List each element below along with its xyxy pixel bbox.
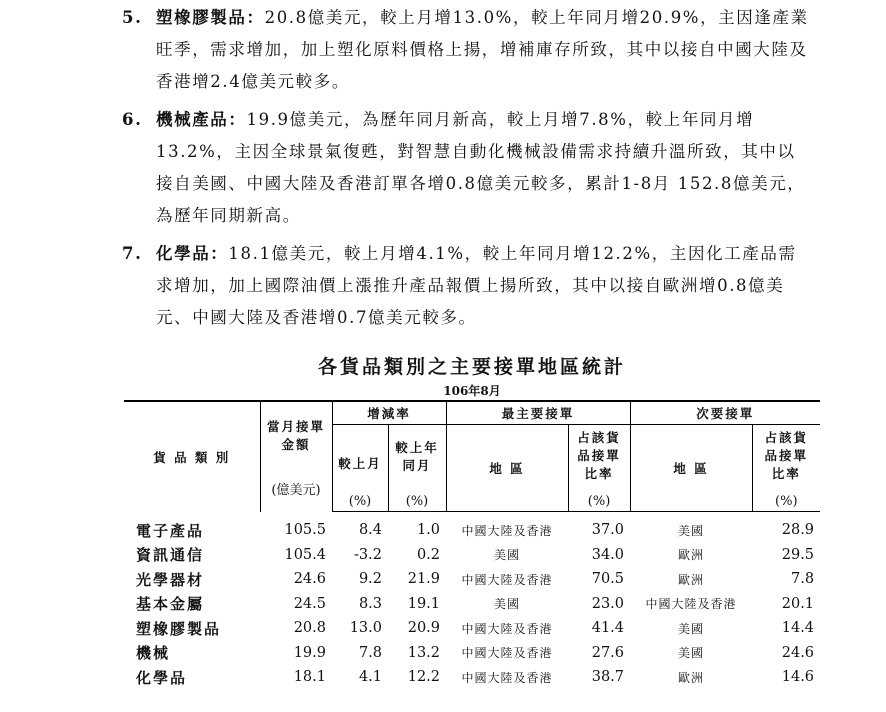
- cell-main-region: 中國大陸及香港: [461, 572, 553, 587]
- cell-second-region: 歐洲: [678, 548, 705, 563]
- item-number: 7.: [122, 244, 143, 263]
- cell-second-share: 14.4: [781, 620, 815, 637]
- table-title: 各貨品類別之主要接單地區統計: [317, 356, 626, 378]
- cell-mom: 13.0: [349, 620, 382, 637]
- cell-mom: 9.2: [358, 571, 382, 588]
- cell-amount: 19.9: [293, 644, 326, 661]
- cell-second-region: 歐洲: [678, 670, 705, 685]
- header-second-region: [630, 425, 752, 512]
- cell-amount: 24.6: [293, 571, 326, 588]
- header-main-group: 最主要接單: [446, 401, 630, 425]
- cell-main-region: 美國: [494, 548, 521, 563]
- cell-main-region: 中國大陸及香港: [461, 523, 553, 538]
- cell-main-share: 23.0: [591, 595, 625, 612]
- table-row: [124, 616, 820, 641]
- header-second-share-label: 占該貨品接單比率: [764, 430, 809, 481]
- cell-second-share: 24.6: [781, 644, 815, 661]
- cell-yoy: 21.9: [407, 571, 441, 588]
- item-title: 塑橡膠製品：: [156, 8, 265, 27]
- header-category: [124, 401, 260, 512]
- cell-amount: 18.1: [293, 669, 326, 686]
- cell-yoy: 0.2: [416, 546, 441, 563]
- header-main-share: [568, 425, 630, 512]
- header-yoy-unit: (%): [405, 494, 429, 509]
- cell-main-region: 中國大陸及香港: [461, 646, 553, 661]
- header-amount-unit: (億美元): [271, 482, 321, 498]
- cell-main-region: 美國: [494, 597, 521, 612]
- cell-mom: -3.2: [354, 546, 382, 563]
- list-item: [122, 238, 812, 334]
- cell-category: 電子產品: [136, 521, 205, 540]
- cell-main-share: 38.7: [591, 669, 625, 686]
- cell-main-share: 34.0: [591, 546, 625, 563]
- item-text: 18.1億美元，較上月增4.1%，較上年同月增12.2%，主因化工產品需求增加，加上國際油價上漲推升產品報價上揚所致，其中以接自歐洲增0.8億美元、中國大陸及香港增0.7億美元較多。: [156, 244, 797, 327]
- header-main-share-label: 占該貨品接單比率: [577, 430, 621, 481]
- table-row: [124, 592, 820, 617]
- table-row: [124, 665, 820, 690]
- item-text: 20.8億美元，較上月增13.0%，較上年同月增20.9%，主因逢產業旺季，需求增加，加上塑化原料價格上揚，增補庫存所致，其中以接自中國大陸及香港增2.4億美元較多。: [156, 8, 809, 91]
- item-text: 19.9億美元，為歷年同月新高，較上月增7.8%，較上年同月增13.2%，主因全球景氣復甦，對智慧自動化機械設備需求持續升溫所致，其中以接自美國、中國大陸及香港訂單各增0.8億美元較多，累計1-8月 152.8億美元，為歷年同期新高。: [156, 110, 806, 225]
- header-main-region: [446, 425, 568, 512]
- cell-second-region: 美國: [678, 523, 705, 538]
- header-yoy: [388, 425, 446, 512]
- cell-amount: 24.5: [293, 595, 326, 612]
- cell-category: 機械: [136, 644, 171, 663]
- cell-category: 塑橡膠製品: [136, 619, 222, 638]
- table-subtitle: 106年8月: [443, 384, 501, 398]
- cell-mom: 8.4: [358, 522, 382, 539]
- item-body: [156, 104, 812, 232]
- cell-second-share: 14.6: [781, 669, 815, 686]
- cell-yoy: 13.2: [407, 644, 441, 661]
- table-row: [124, 567, 820, 592]
- header-mom-label: 較上月: [338, 456, 382, 471]
- item-title: 機械產品：: [156, 110, 247, 129]
- cell-mom: 4.1: [358, 669, 382, 686]
- cell-mom: 7.8: [358, 644, 382, 661]
- header-yoy-label: 較上年同月: [395, 440, 439, 473]
- cell-yoy: 1.0: [416, 522, 441, 539]
- item-number: 5.: [122, 8, 143, 27]
- header-second-region-label: 地 區: [673, 461, 709, 476]
- cell-yoy: 20.9: [407, 620, 441, 637]
- header-amount: [260, 401, 332, 512]
- cell-category: 光學器材: [136, 570, 205, 589]
- cell-category: 基本金屬: [136, 595, 205, 614]
- cell-main-share: 41.4: [591, 620, 625, 637]
- cell-main-region: 中國大陸及香港: [461, 670, 553, 685]
- item-body: [156, 238, 812, 334]
- cell-category: 化學品: [136, 668, 188, 687]
- header-change-group: 增減率: [332, 401, 446, 425]
- cell-second-region: 歐洲: [678, 572, 705, 587]
- cell-second-region: 美國: [678, 621, 705, 636]
- table-row: [124, 641, 820, 666]
- header-mom: [332, 425, 388, 512]
- cell-second-share: 7.8: [790, 571, 815, 588]
- cell-yoy: 19.1: [407, 595, 441, 612]
- header-second-group: 次要接單: [630, 401, 820, 425]
- header-second-share-unit: (%): [775, 494, 798, 509]
- cell-amount: 20.8: [293, 620, 326, 637]
- cell-amount: 105.5: [284, 522, 326, 538]
- cell-main-share: 70.5: [591, 571, 625, 588]
- cell-amount: 105.4: [284, 546, 326, 563]
- header-amount-label: 當月接單金額: [267, 418, 326, 452]
- header-second-share: [752, 425, 820, 512]
- cell-mom: 8.3: [358, 595, 382, 612]
- cell-second-share: 20.1: [781, 595, 815, 612]
- list-item: [122, 2, 812, 98]
- cell-main-region: 中國大陸及香港: [461, 621, 553, 636]
- table-row: [124, 543, 820, 568]
- cell-main-share: 27.6: [591, 644, 625, 661]
- cell-category: 資訊通信: [136, 546, 205, 565]
- header-main-share-unit: (%): [587, 494, 611, 509]
- cell-second-region: 中國大陸及香港: [645, 597, 737, 612]
- cell-second-share: 28.9: [781, 522, 815, 539]
- cell-main-share: 37.0: [591, 522, 625, 539]
- cell-yoy: 12.2: [407, 669, 441, 686]
- item-body: [156, 2, 812, 98]
- header-mom-unit: (%): [348, 494, 372, 509]
- header-main-region-label: 地 區: [489, 461, 525, 476]
- item-number: 6.: [122, 110, 143, 129]
- cell-second-region: 美國: [678, 646, 705, 661]
- item-list: [122, 2, 812, 340]
- item-title: 化學品：: [156, 244, 229, 263]
- header-category-label: 貨 品 類 別: [153, 449, 231, 465]
- table-row: [124, 512, 820, 543]
- list-item: [122, 104, 812, 232]
- statistics-table: [124, 400, 820, 690]
- cell-second-share: 29.5: [781, 546, 815, 563]
